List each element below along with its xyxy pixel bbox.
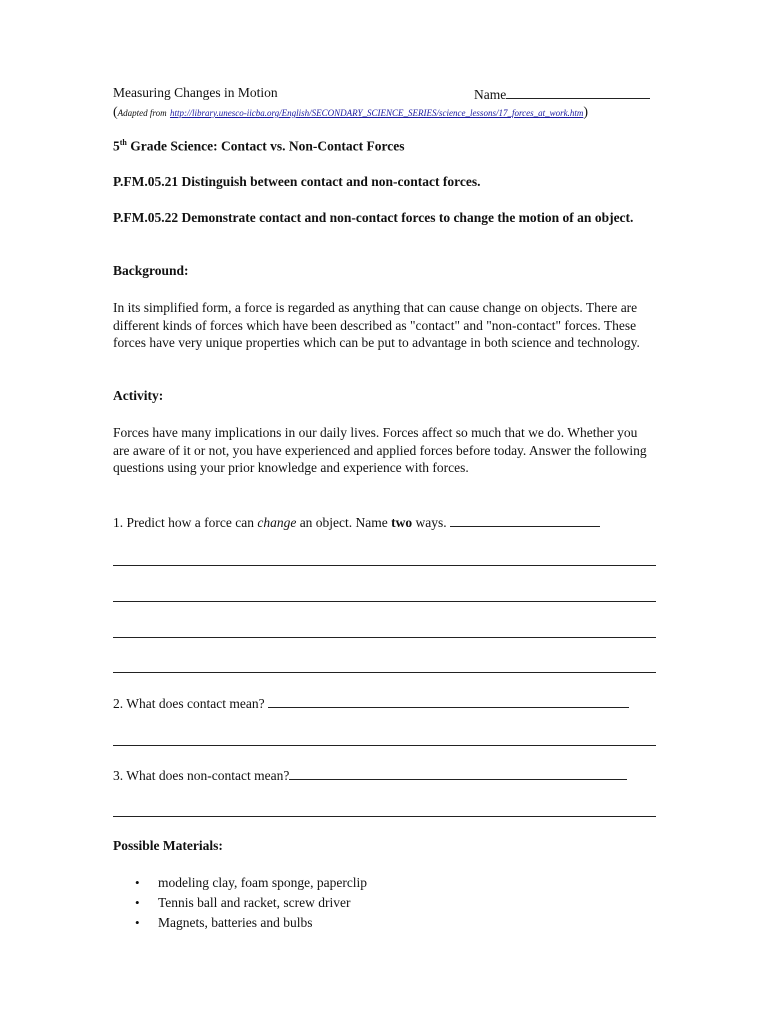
standard-pfm-0522: P.FM.05.22 Demonstrate contact and non-contact forces to change the motion of an object. <box>113 210 634 225</box>
answer-line-q1-1[interactable] <box>113 565 656 566</box>
name-label: Name <box>474 87 507 102</box>
list-item: • Magnets, batteries and bulbs <box>113 913 367 933</box>
grade-superscript: th <box>119 138 127 147</box>
bullet-icon: • <box>135 875 140 890</box>
answer-line-q1-4[interactable] <box>113 672 656 673</box>
worksheet-title: Measuring Changes in Motion <box>113 85 278 100</box>
activity-heading: Activity: <box>113 388 164 403</box>
emphasis-change: change <box>257 515 297 530</box>
list-item: • modeling clay, foam sponge, paperclip <box>113 873 367 893</box>
answer-line-q1-2[interactable] <box>113 601 656 602</box>
materials-heading: Possible Materials: <box>113 838 223 853</box>
answer-blank-q2-inline[interactable] <box>268 694 629 708</box>
source-citation: (Adapted from http://library.unesco-iicba.org/English/SECONDARY_SCIENCE_SERIES/science_lessons/17_forces_at_work.htm) <box>113 105 589 120</box>
materials-list <box>113 873 367 933</box>
activity-text: Forces have many implications in our daily lives. Forces affect so much that we do. Whether you are aware of it or not, you have experienced and applied forces before today. Answer the following questions using your prior knowledge and experience with forces. <box>113 425 647 475</box>
name-field[interactable] <box>474 85 650 103</box>
bullet-icon: • <box>135 915 140 930</box>
answer-line-q2-1[interactable] <box>113 745 656 746</box>
source-link[interactable]: http://library.unesco-iicba.org/English/SECONDARY_SCIENCE_SERIES/science_lessons/17_forces_at_work.htm <box>169 108 584 118</box>
answer-blank-q1-inline[interactable] <box>450 513 600 527</box>
answer-blank-q3-inline[interactable] <box>289 766 627 780</box>
name-blank[interactable] <box>506 85 650 99</box>
emphasis-two: two <box>391 515 413 530</box>
adapted-from-label: Adapted from <box>117 108 167 118</box>
standard-pfm-0521: P.FM.05.21 Distinguish between contact and non-contact forces. <box>113 174 481 189</box>
grade-heading: 5th Grade Science: Contact vs. Non-Contact Forces <box>113 138 405 154</box>
answer-line-q3-1[interactable] <box>113 816 656 817</box>
list-item: • Tennis ball and racket, screw driver <box>113 893 367 913</box>
question-1: 1. Predict how a force can change an object. Name two ways. <box>113 513 600 531</box>
background-heading: Background: <box>113 263 189 278</box>
background-text: In its simplified form, a force is regarded as anything that can cause change on objects. There are different kinds of forces which have been described as "contact" and "non-contact" forces. These forces have very unique properties which can be put to advantage in both science and technology. <box>113 300 640 350</box>
answer-line-q1-3[interactable] <box>113 637 656 638</box>
question-3: 3. What does non-contact mean? <box>113 766 627 784</box>
question-2: 2. What does contact mean? <box>113 694 629 712</box>
bullet-icon: • <box>135 895 140 910</box>
